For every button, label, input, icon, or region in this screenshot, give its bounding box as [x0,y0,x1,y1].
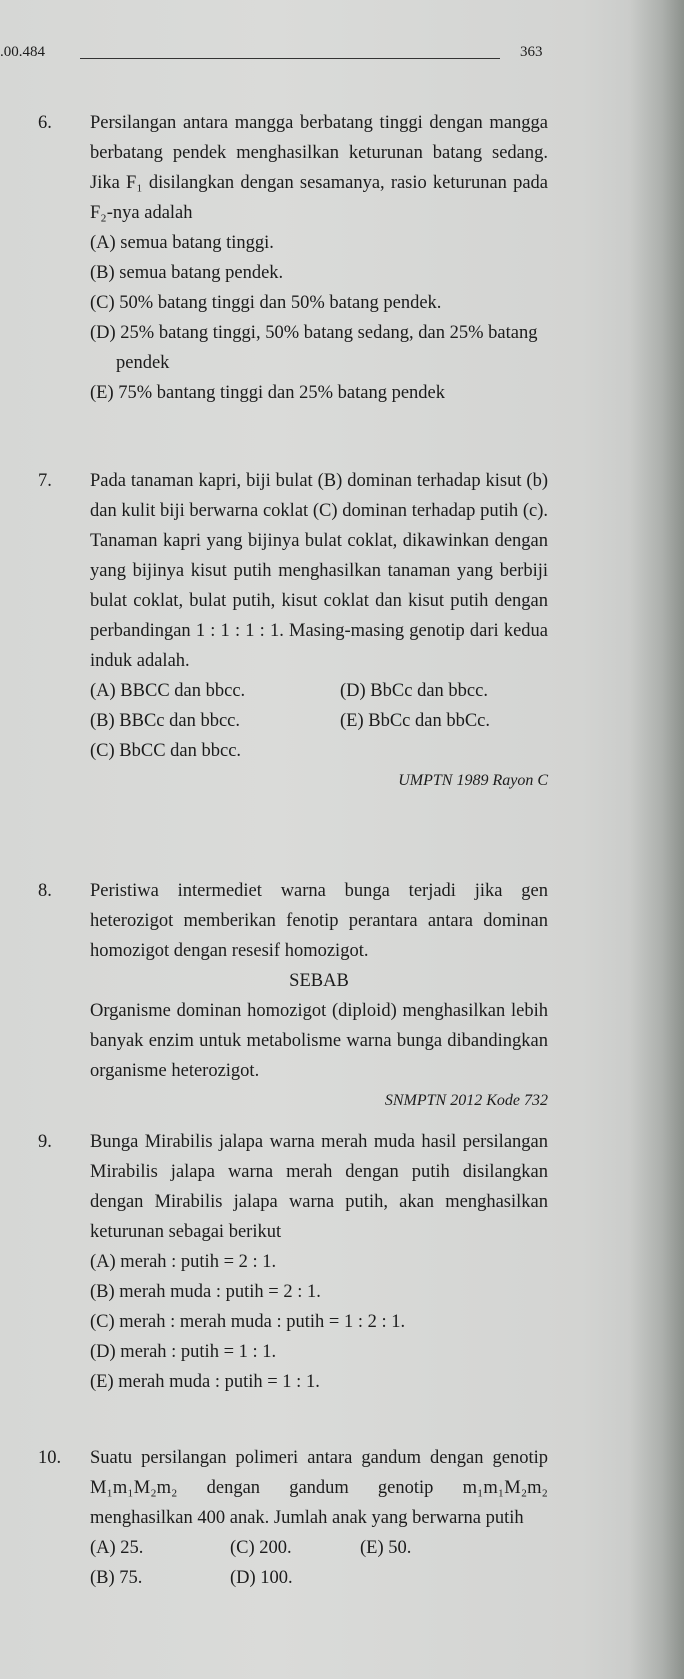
question-8 [38,876,548,1116]
question-6 [38,108,548,408]
option-c: (C) 50% batang tinggi dan 50% batang pendek. [90,293,442,313]
page-header [0,38,560,68]
option-d: (D) merah : putih = 1 : 1. [90,1342,277,1362]
question-source: SNMPTN 2012 Kode 732 [384,1092,548,1109]
question-number: 6. [38,113,52,133]
option-row [90,676,548,766]
option-e: (E) BbCc dan bbCc. [340,711,491,731]
option-e: (E) 50. [360,1538,412,1558]
header-rule [80,58,500,59]
option-d: (D) 25% batang tinggi, 50% batang sedang, dan 25% batang pendek [90,323,538,373]
question-reason: Organisme dominan homozigot (diploid) menghasilkan lebih banyak enzim untuk metabolisme warna bunga dibandingkan organisme heterozigot. [90,1001,548,1081]
option-row [90,1533,548,1593]
question-stem: Persilangan antara mangga berbatang tinggi dengan mangga berbatang pendek menghasilkan keturunan batang sedang. Jika F₁ disilangkan dengan sesamanya, rasio keturunan pada F₂-nya adalah [90,113,548,223]
question-7 [38,466,548,796]
question-number: 7. [38,471,52,491]
option-a: (A) merah : putih = 2 : 1. [90,1252,277,1272]
question-stem: Pada tanaman kapri, biji bulat (B) dominan terhadap kisut (b) dan kulit biji berwarna coklat (C) dominan terhadap putih (c). Tanaman kapri yang bijinya bulat coklat, dikawinkan dengan yang bijinya kisut putih menghasilkan tanaman yang berbiji bulat coklat, bulat putih, kisut coklat dan kisut putih dengan perbandingan 1 : 1 : 1 : 1. Masing-masing genotip dari kedua induk adalah. [90,471,548,671]
question-number: 8. [38,881,52,901]
option-c: (C) merah : merah muda : putih = 1 : 2 : 1. [90,1312,406,1332]
option-b: (B) semua batang pendek. [90,263,284,283]
connector-sebab: SEBAB [289,971,349,991]
option-e: (E) 75% bantang tinggi dan 25% batang pendek [90,383,445,403]
option-d: (D) BbCc dan bbcc. [340,681,488,701]
question-stem: Suatu persilangan polimeri antara gandum dengan genotip M₁m₁M₂m₂ dengan gandum genotip m₁m₁M₂m₂ menghasilkan 400 anak. Jumlah anak yang berwarna putih [90,1448,548,1528]
page-number: 363 [520,44,543,60]
option-d: (D) 100. [230,1568,293,1588]
option-a: (A) 25. [90,1538,144,1558]
question-stem: Bunga Mirabilis jalapa warna merah muda hasil persilangan Mirabilis jalapa warna merah dengan putih disilangkan dengan Mirabilis jalapa warna putih, akan menghasilkan keturunan sebagai berikut [90,1132,548,1242]
option-a: (A) BBCC dan bbcc. [90,681,246,701]
binding-shadow [629,0,684,1679]
option-a: (A) semua batang tinggi. [90,233,274,253]
question-10 [38,1443,548,1593]
option-b: (B) 75. [90,1568,143,1588]
option-b: (B) BBCc dan bbcc. [90,711,241,731]
option-c: (C) BbCC dan bbcc. [90,741,242,761]
option-c: (C) 200. [230,1538,292,1558]
question-number: 10. [38,1448,62,1468]
question-number: 9. [38,1132,52,1152]
question-source: UMPTN 1989 Rayon C [398,772,548,789]
question-statement: Peristiwa intermediet warna bunga terjadi jika gen heterozigot memberikan fenotip perantara antara dominan homozigot dengan resesif homozigot. [90,881,548,961]
question-9 [38,1127,548,1397]
option-b: (B) merah muda : putih = 2 : 1. [90,1282,321,1302]
option-e: (E) merah muda : putih = 1 : 1. [90,1372,320,1392]
header-left-number: .00.484 [0,44,45,60]
